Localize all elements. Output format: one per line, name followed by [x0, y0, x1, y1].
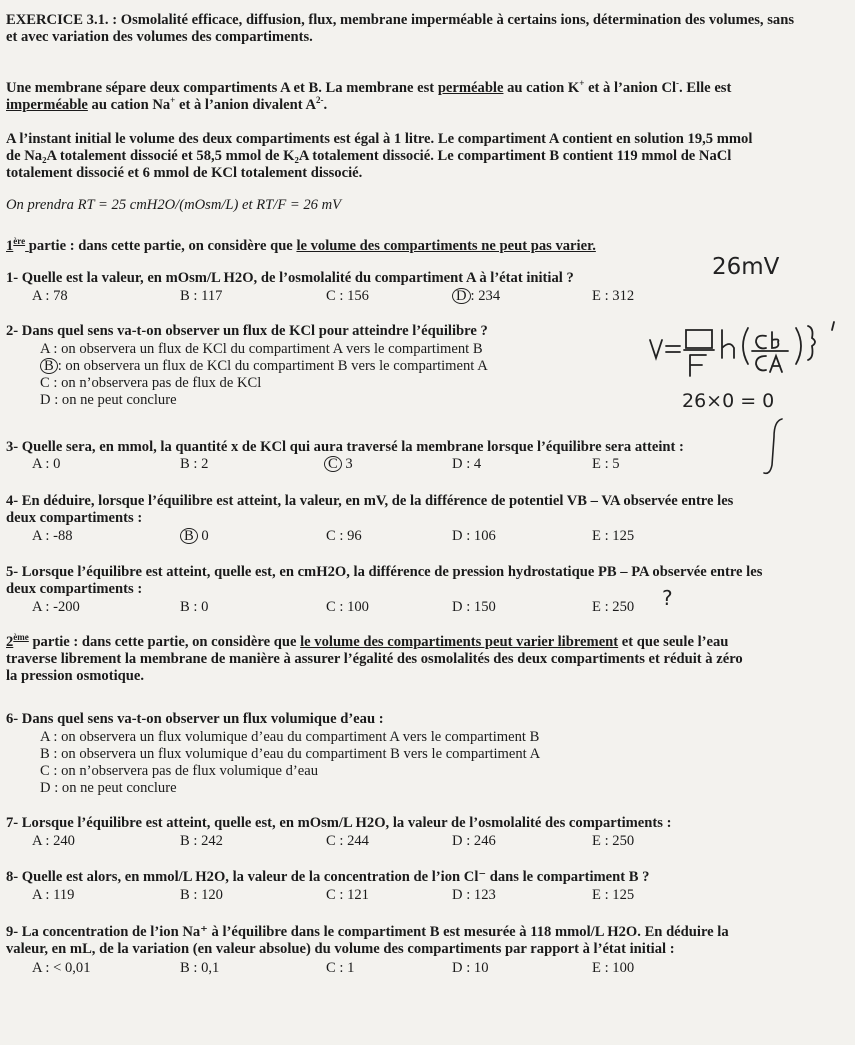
handwritten-formula — [648, 318, 848, 380]
q9-option-c: C : 1 — [326, 960, 355, 976]
question-9-options — [32, 960, 652, 977]
question-7-options — [32, 833, 652, 850]
q2-option-d: D : on ne peut conclure — [40, 392, 177, 408]
q6-option-a: A : on observera un flux volumique d’eau du compartiment A vers le compartiment B — [40, 729, 540, 745]
q5-option-b: B : 0 — [180, 599, 209, 615]
question-8: 8- Quelle est alors, en mmol/L H2O, la valeur de la concentration de l’ion Cl⁻ dans le compartiment B ? — [6, 869, 650, 885]
q4-option-d: D : 106 — [452, 528, 496, 544]
q5-option-c: C : 100 — [326, 599, 369, 615]
handwritten-note-26x0: 26×0 = 0 — [682, 390, 775, 412]
q8-option-a: A : 119 — [32, 887, 75, 903]
handwritten-question-mark: ? — [662, 586, 673, 610]
q7-option-e: E : 250 — [592, 833, 635, 849]
q6-option-d: D : on ne peut conclure — [40, 780, 177, 796]
question-1: 1- Quelle est la valeur, en mOsm/L H2O, de l’osmolalité du compartiment A à l’état initial ? — [6, 270, 574, 286]
q2-option-c: C : on n’observera pas de flux de KCl — [40, 375, 262, 391]
selected-answer-circle: B — [180, 528, 198, 544]
q2-option-a: A : on observera un flux de KCl du compartiment A vers le compartiment B — [40, 341, 483, 357]
question-6-options — [40, 729, 840, 797]
q1-option-e: E : 312 — [592, 288, 635, 304]
selected-answer-circle: D — [452, 288, 471, 304]
q9-option-a: A : < 0,01 — [32, 960, 91, 976]
question-5: 5- Lorsque l’équilibre est atteint, quelle est, en cmH2O, la différence de pression hydrostatique PB – PA observée entre les deux compartiments : — [6, 564, 763, 597]
question-1-options — [32, 288, 652, 305]
q6-option-c: C : on n’observera pas de flux volumique d’eau — [40, 763, 319, 779]
q7-option-d: D : 246 — [452, 833, 496, 849]
q5-option-e: E : 250 — [592, 599, 635, 615]
q8-option-b: B : 120 — [180, 887, 223, 903]
q7-option-a: A : 240 — [32, 833, 75, 849]
constants-line: On prendra RT = 25 cmH2O/(mOsm/L) et RT/F = 26 mV — [6, 197, 342, 213]
q2-option-b: B : on observera un flux de KCl du compartiment B vers le compartiment A — [40, 358, 840, 375]
intro-membrane: Une membrane sépare deux compartiments A et B. La membrane est perméable au cation K+ et à l’anion Cl-. Elle est imperméable au cation Na+ et à l’anion divalent $A^{2-}$. — [6, 78, 732, 113]
q5-option-a: A : -200 — [32, 599, 80, 615]
q4-option-a: A : -88 — [32, 528, 73, 544]
q1-option-a: A : 78 — [32, 288, 68, 304]
q1-option-b: B : 117 — [180, 288, 223, 304]
selected-answer-circle: C — [324, 456, 342, 472]
q4-option-c: C : 96 — [326, 528, 362, 544]
q9-option-d: D : 10 — [452, 960, 489, 976]
handwritten-note-26mv: 26mV — [712, 254, 780, 280]
part2-heading: 2ème partie : dans cette partie, on considère que le volume des compartiments peut varier librement et que seule l’eau traverse librement la membrane de manière à assurer l’égalité des osmolalités des deux compartiments et réduit à zéro la pression osmotique. — [6, 632, 743, 684]
q4-option-b: B 0 — [180, 528, 209, 545]
q1-option-c: C : 156 — [326, 288, 369, 304]
q9-option-b: B : 0,1 — [180, 960, 220, 976]
selected-answer-circle: B — [40, 358, 58, 374]
question-3: 3- Quelle sera, en mmol, la quantité x de KCl qui aura traversé la membrane lorsque l’équilibre sera atteint : — [6, 439, 684, 455]
q8-option-c: C : 121 — [326, 887, 369, 903]
q1-option-d: D : 234 — [452, 288, 500, 305]
part1-heading: 1ère partie : dans cette partie, on considère que le volume des compartiments ne peut pas varier. — [6, 236, 596, 254]
question-2: 2- Dans quel sens va-t-on observer un flux de KCl pour atteindre l’équilibre ? — [6, 323, 488, 339]
q9-option-e: E : 100 — [592, 960, 635, 976]
exercise-title: EXERCICE 3.1. : Osmolalité efficace, diffusion, flux, membrane imperméable à certains ions, détermination des volumes, sans et avec variation des volumes des compartiments. — [6, 12, 795, 45]
q5-option-d: D : 150 — [452, 599, 496, 615]
question-3-options — [32, 456, 652, 473]
q8-option-d: D : 123 — [452, 887, 496, 903]
question-8-options — [32, 887, 652, 904]
question-6: 6- Dans quel sens va-t-on observer un flux volumique d’eau : — [6, 711, 384, 727]
q7-option-b: B : 242 — [180, 833, 223, 849]
question-5-options — [32, 599, 652, 616]
question-4: 4- En déduire, lorsque l’équilibre est atteint, la valeur, en mV, de la différence de potentiel VB – VA observée entre les deux compartiments : — [6, 493, 734, 526]
question-7: 7- Lorsque l’équilibre est atteint, quelle est, en mOsm/L H2O, la valeur de l’osmolalité des compartiments : — [6, 815, 672, 831]
q3-option-d: D : 4 — [452, 456, 482, 472]
intro-compartments: A l’instant initial le volume des deux compartiments est égal à 1 litre. Le compartiment A contient en solution 19,5 mmol de Na₂A totalement dissocié et 58,5 mmol de K₂A totalement dissocié. Le compartiment B contient 119 mmol de NaCl totalement dissocié et 6 mmol de KCl totalement dissocié. — [6, 131, 753, 181]
q8-option-e: E : 125 — [592, 887, 635, 903]
q3-option-a: A : 0 — [32, 456, 61, 472]
q6-option-b: B : on observera un flux volumique d’eau du compartiment B vers le compartiment A — [40, 746, 541, 762]
q3-option-e: E : 5 — [592, 456, 620, 472]
q3-option-b: B : 2 — [180, 456, 209, 472]
handwritten-integral-mark — [760, 415, 790, 479]
q3-option-c: C 3 — [324, 456, 353, 473]
question-9: 9- La concentration de l’ion Na⁺ à l’équilibre dans le compartiment B est mesurée à 118 mmol/L H2O. En déduire la valeur, en mL, de la variation (en valeur absolue) du volume des compartiments par rapport à l’état initial : — [6, 924, 729, 957]
question-4-options — [32, 528, 652, 545]
q7-option-c: C : 244 — [326, 833, 369, 849]
q4-option-e: E : 125 — [592, 528, 635, 544]
